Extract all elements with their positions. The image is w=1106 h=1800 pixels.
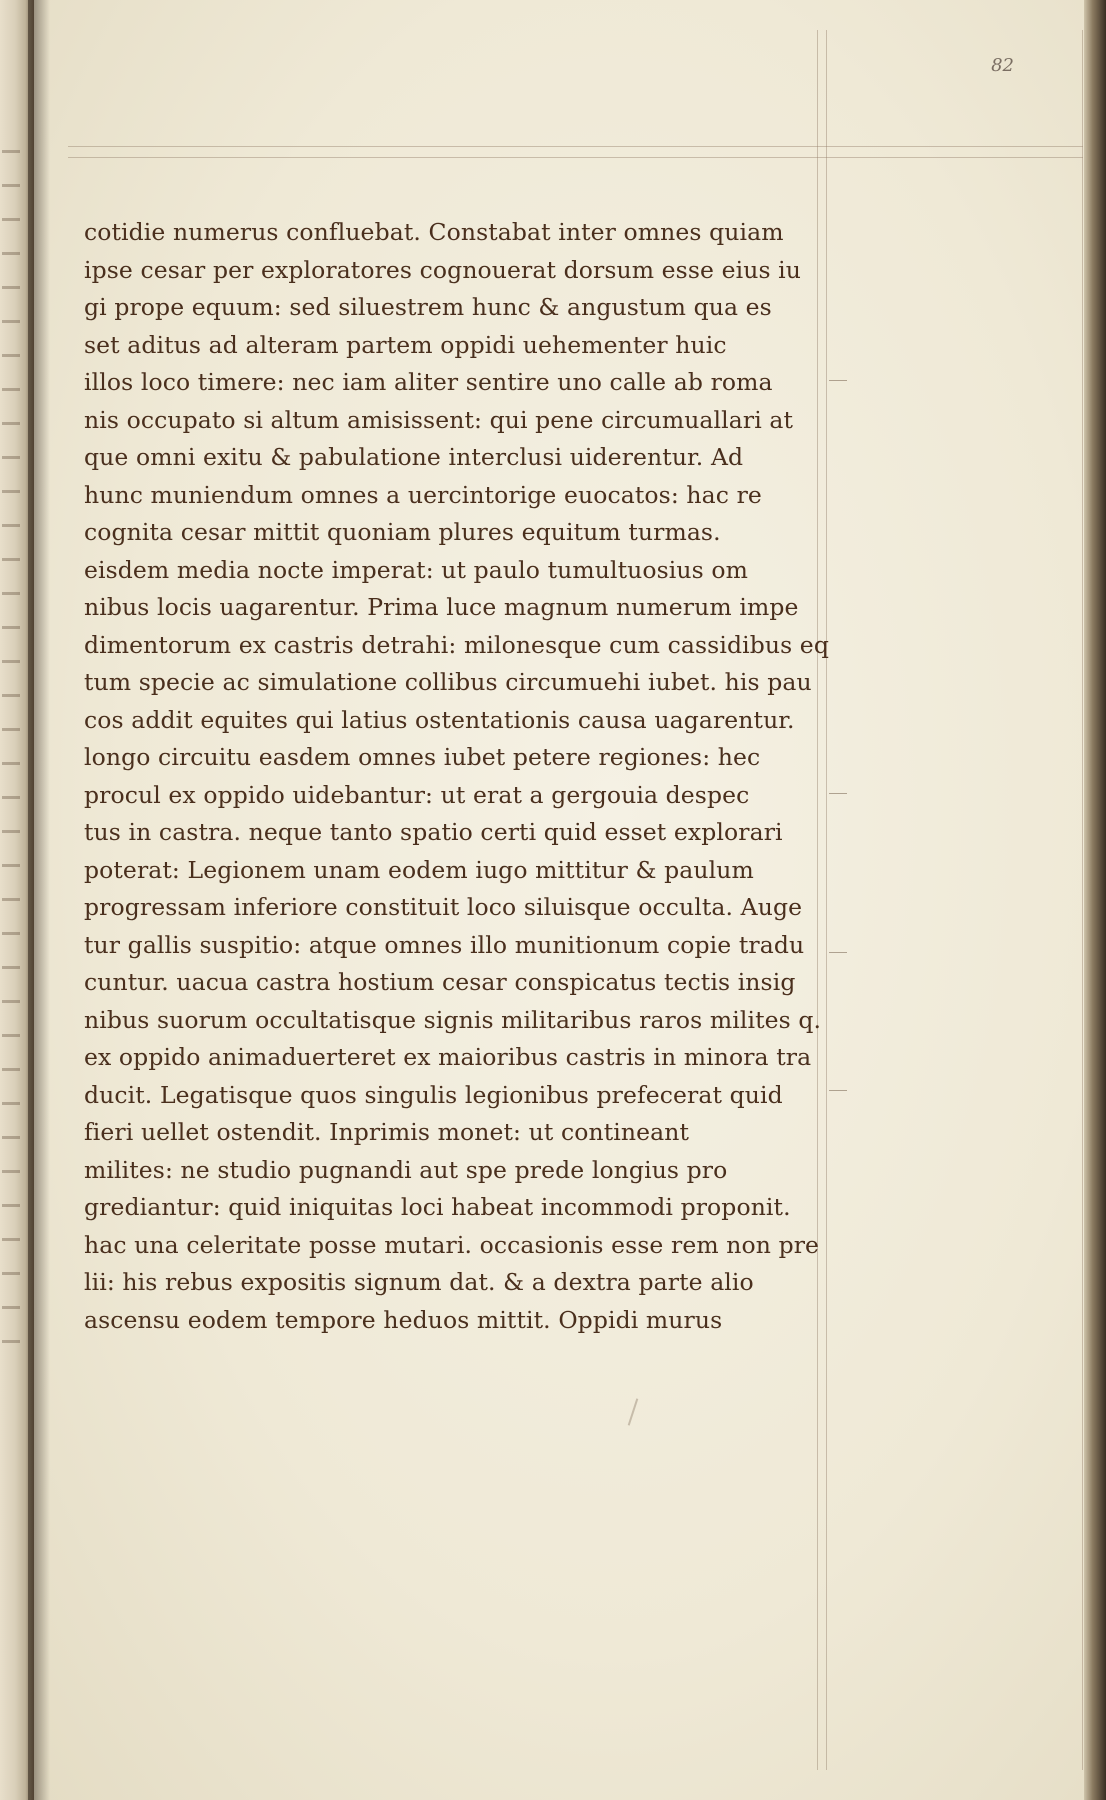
text-line: milites: ne studio pugnandi aut spe prede longius pro xyxy=(84,1155,728,1184)
text-line: nibus locis uagarentur. Prima luce magnum numerum impe xyxy=(84,593,799,621)
margin-tick xyxy=(829,380,847,381)
margin-tick xyxy=(829,952,847,953)
text-line: fieri uellet ostendit. Inprimis monet: ut contineant xyxy=(84,1118,690,1146)
text-line: cognita cesar mittit quoniam plures equitum turmas. xyxy=(84,518,721,546)
text-line: tum specie ac simulatione collibus circumuehi iubet. his pau xyxy=(84,668,812,696)
text-line: cuntur. uacua castra hostium cesar conspicatus tectis insig xyxy=(84,968,796,996)
pencil-stroke xyxy=(628,1398,639,1425)
ruling-line xyxy=(1082,30,1083,1770)
text-line: ex oppido animaduerteret ex maioribus castris in minora tra xyxy=(84,1043,812,1071)
text-line: ducit. Legatisque quos singulis legionibus prefecerat quid xyxy=(84,1080,783,1109)
text-line: nibus suorum occultatisque signis militaribus raros milites q. xyxy=(84,1005,822,1034)
text-line: set aditus ad alteram partem oppidi uehementer huic xyxy=(84,330,727,359)
gutter-shadow xyxy=(28,0,50,1800)
text-line: ascensu eodem tempore heduos mittit. Oppidi murus xyxy=(84,1305,723,1334)
text-line: ipse cesar per exploratores cognouerat dorsum esse eius iu xyxy=(84,255,802,284)
facing-page-edges xyxy=(2,150,20,1350)
text-line: gi prope equum: sed siluestrem hunc & angustum qua es xyxy=(84,293,772,321)
text-line: dimentorum ex castris detrahi: milonesque cum cassidibus eq xyxy=(84,630,829,659)
ruling-line xyxy=(68,146,1083,147)
text-line: eisdem media nocte imperat: ut paulo tumultuosius om xyxy=(84,555,748,584)
fore-edge xyxy=(1084,0,1106,1800)
text-line: tus in castra. neque tanto spatio certi quid esset explorari xyxy=(84,818,783,846)
text-line: hunc muniendum omnes a uercintorige euocatos: hac re xyxy=(84,480,762,509)
ruling-line xyxy=(826,30,827,1770)
text-line: progressam inferiore constituit loco siluisque occulta. Auge xyxy=(84,893,803,921)
text-column xyxy=(84,214,829,1339)
text-line: longo circuitu easdem omnes iubet petere regiones: hec xyxy=(84,743,761,771)
text-line: cotidie numerus confluebat. Constabat inter omnes quiam xyxy=(84,218,784,246)
text-line: lii: his rebus expositis signum dat. & a dextra parte alio xyxy=(84,1268,754,1296)
text-line: hac una celeritate posse mutari. occasionis esse rem non pre xyxy=(84,1230,820,1259)
manuscript-leaf xyxy=(34,0,1084,1800)
margin-tick xyxy=(829,1090,847,1091)
text-line: procul ex oppido uidebantur: ut erat a gergouia despec xyxy=(84,780,750,809)
text-line: nis occupato si altum amisissent: qui pene circumuallari at xyxy=(84,405,794,434)
text-line: illos loco timere: nec iam aliter sentire uno calle ab roma xyxy=(84,368,773,396)
folio-number: 82 xyxy=(991,55,1014,76)
text-line: poterat: Legionem unam eodem iugo mittitur & paulum xyxy=(84,855,754,884)
ruling-line xyxy=(68,157,1083,158)
text-line: que omni exitu & pabulatione interclusi uiderentur. Ad xyxy=(84,443,744,471)
text-line: cos addit equites qui latius ostentationis causa uagarentur. xyxy=(84,705,795,734)
text-line: grediantur: quid iniquitas loci habeat incommodi proponit. xyxy=(84,1193,791,1221)
text-line: tur gallis suspitio: atque omnes illo munitionum copie tradu xyxy=(84,930,805,959)
margin-tick xyxy=(829,793,847,794)
